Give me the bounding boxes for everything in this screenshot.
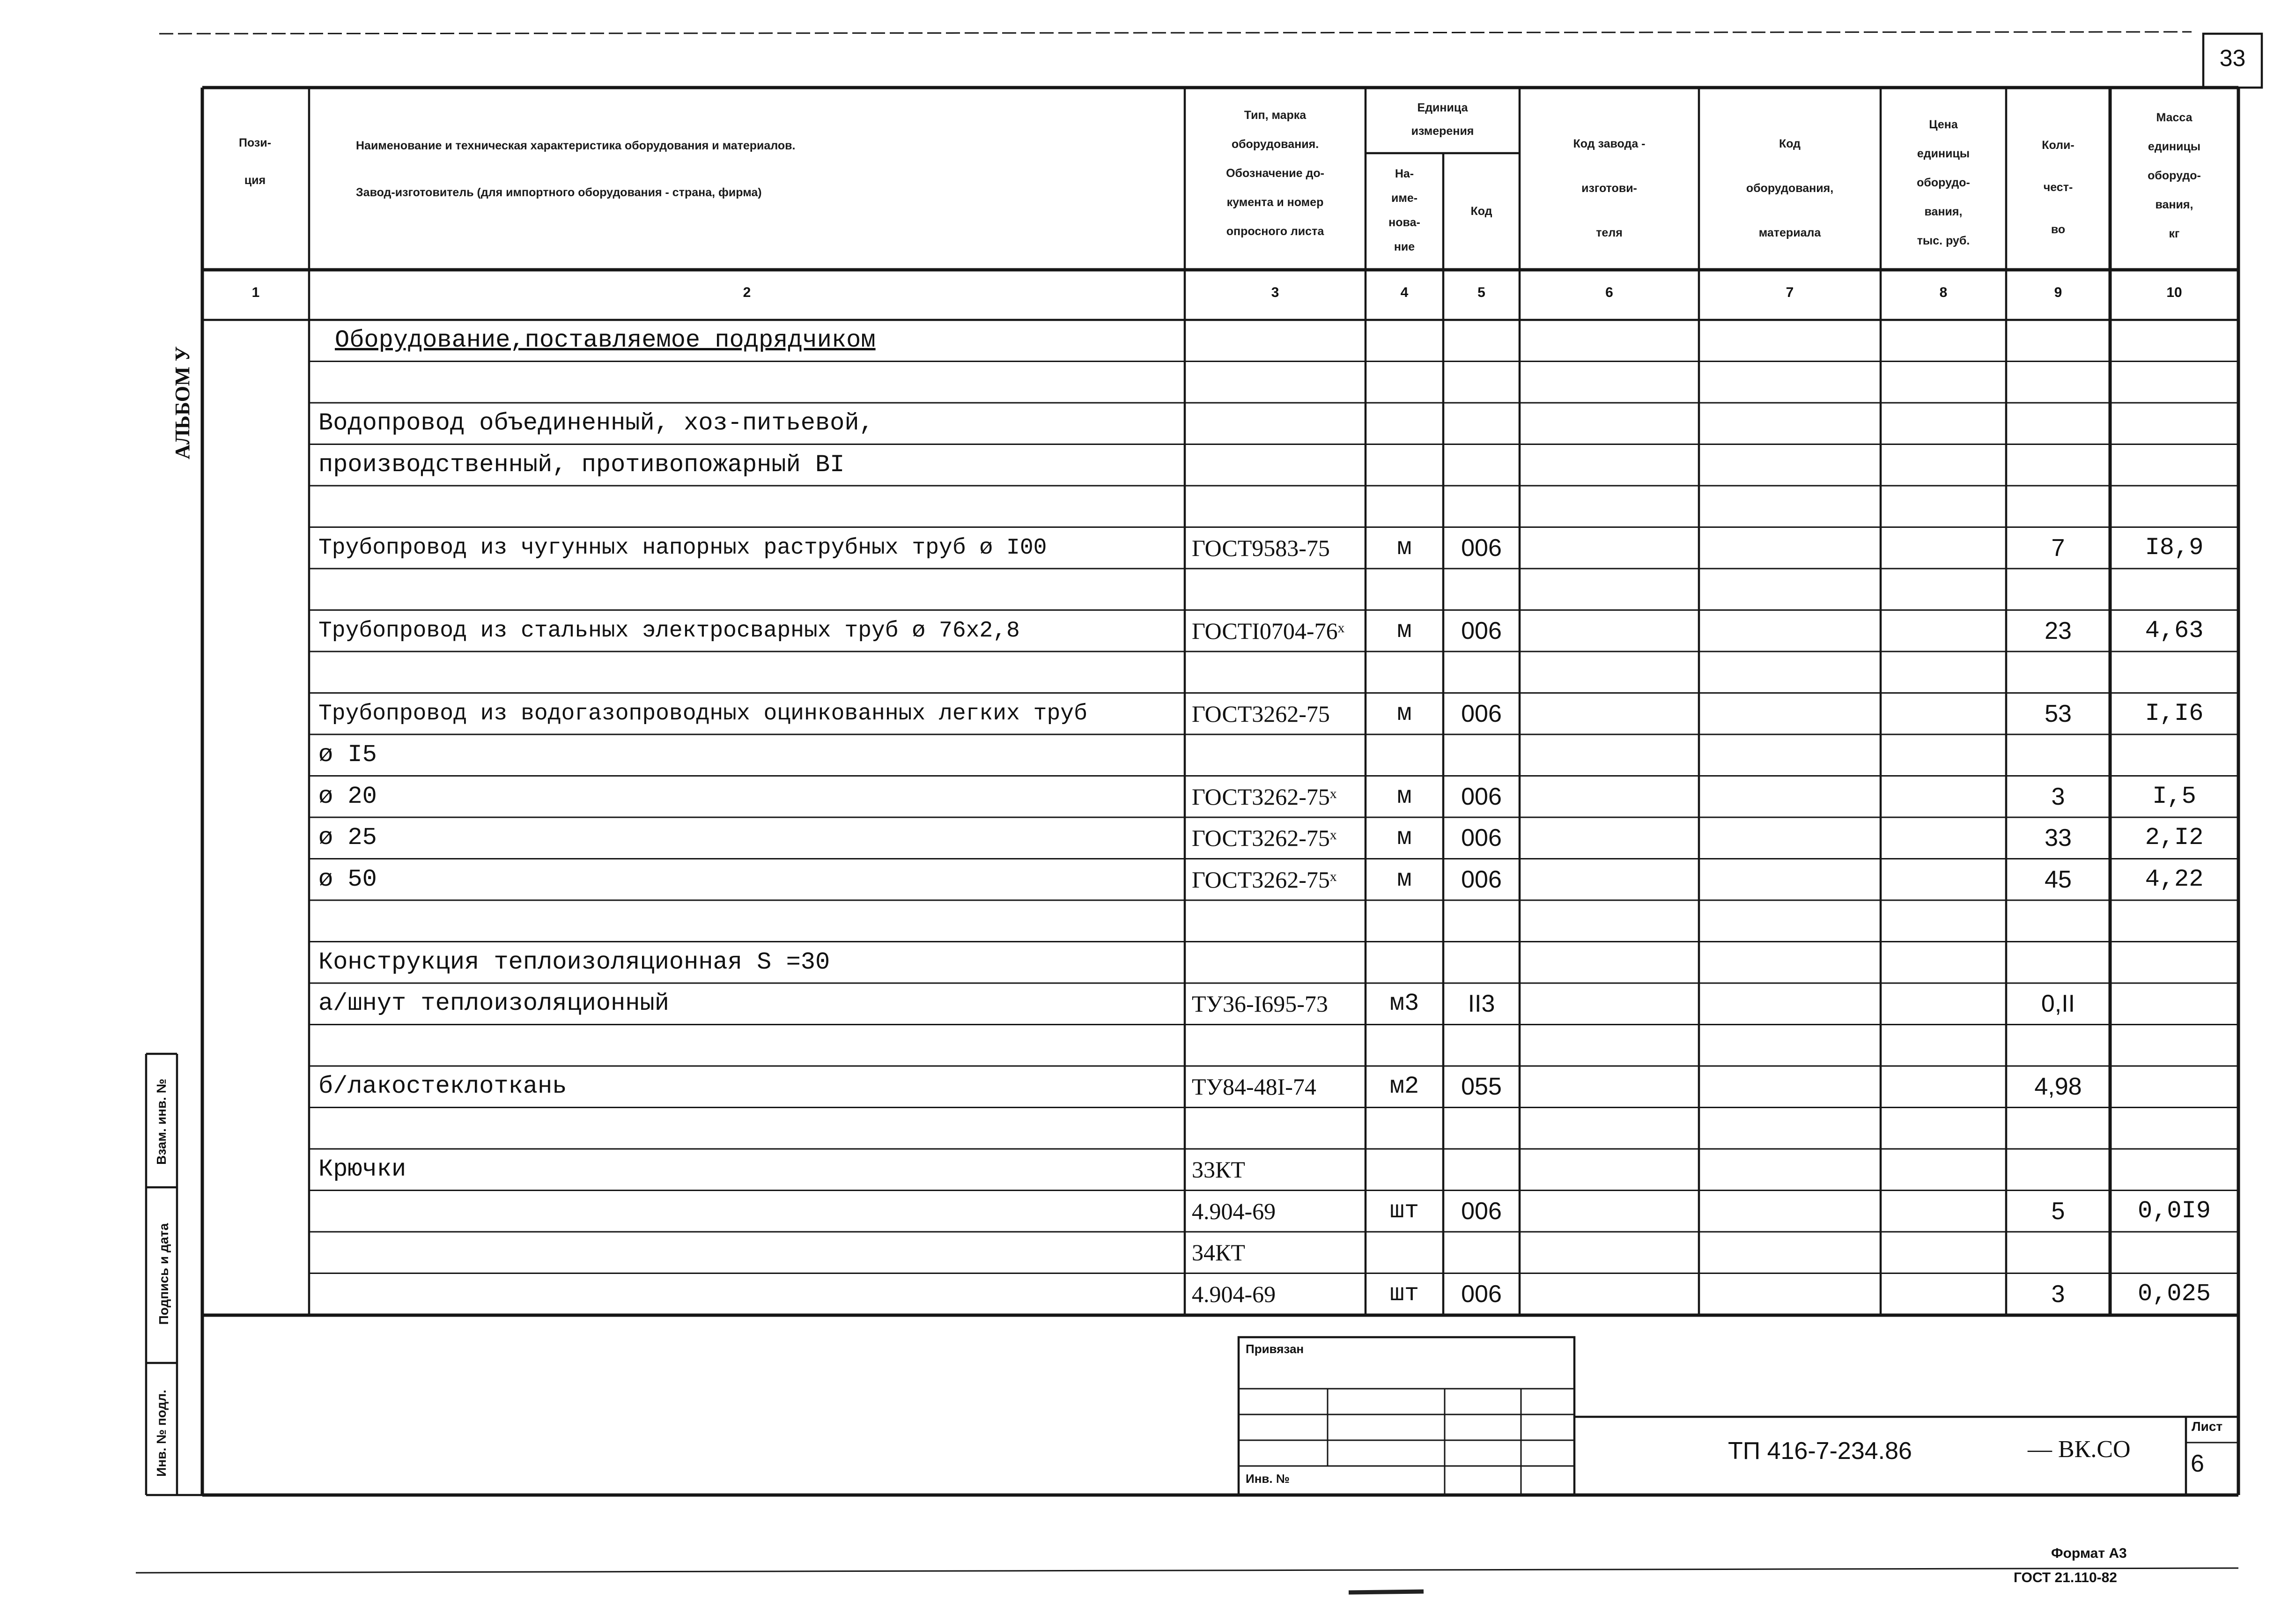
- stamp-inv-no: Инв. №: [1246, 1472, 1290, 1486]
- row-type: 33КТ: [1192, 1156, 1245, 1183]
- row-type: 4.904-69: [1192, 1281, 1276, 1307]
- row-code: 006: [1461, 534, 1502, 562]
- header-plant-code: Код завода - изготови- теля: [1573, 137, 1646, 239]
- row-mass: I,I6: [2145, 699, 2204, 727]
- row-unit: шт: [1389, 1197, 1419, 1225]
- stamp-document-code: — ВК.СО: [2028, 1436, 2131, 1463]
- row-type: ГОСТ3262-75: [1192, 700, 1330, 727]
- row-type: ГОСТ9583-75: [1192, 534, 1330, 561]
- row-name: ø 25: [318, 824, 377, 851]
- page-number: 33: [2219, 45, 2246, 71]
- section-title: Оборудование,поставляемое подрядчиком: [335, 326, 876, 354]
- header-quantity: Коли- чест- во: [2042, 139, 2075, 236]
- row-name: Конструкция теплоизоляционная S =30: [318, 948, 830, 976]
- row-type: ГОСТ3262-75ˣ: [1192, 825, 1337, 851]
- row-mass: I8,9: [2145, 533, 2204, 562]
- row-unit: м: [1397, 782, 1412, 810]
- row-code: 006: [1461, 1280, 1502, 1308]
- album-label: АЛЬБОМ У: [171, 346, 194, 459]
- row-name: Крючки: [318, 1155, 406, 1183]
- column-number: 1: [251, 285, 260, 300]
- header-unit: Единица измерения: [1411, 101, 1474, 138]
- row-name: Трубопровод из чугунных напорных раструбных труб ø I00: [318, 535, 1047, 561]
- row-mass: 0,025: [2137, 1280, 2211, 1308]
- column-number: 2: [743, 285, 751, 300]
- row-qty: 45: [2045, 866, 2072, 893]
- row-unit: м: [1397, 865, 1412, 893]
- format-label: Формат А3: [2051, 1546, 2127, 1561]
- row-mass: 4,22: [2145, 865, 2204, 893]
- row-name: Трубопровод из водогазопроводных оцинкованных легких труб: [318, 701, 1087, 726]
- column-number: 10: [2166, 285, 2182, 300]
- row-code: 006: [1461, 783, 1502, 810]
- row-unit: м: [1397, 616, 1412, 644]
- row-name: ø I5: [318, 741, 377, 769]
- row-unit: м3: [1389, 990, 1419, 1017]
- row-type: ГОСТI0704-76ˣ: [1192, 617, 1345, 644]
- row-type: 4.904-69: [1192, 1198, 1276, 1224]
- row-name: Трубопровод из стальных электросварных труб ø 76x2,8: [318, 618, 1020, 644]
- row-unit: м: [1397, 699, 1412, 727]
- row-qty: 3: [2051, 1280, 2065, 1308]
- column-number: 6: [1605, 285, 1613, 300]
- row-name: б/лакостеклоткань: [318, 1073, 567, 1100]
- row-code: 006: [1461, 824, 1502, 851]
- row-code: II3: [1468, 990, 1495, 1017]
- column-number: 5: [1477, 285, 1485, 300]
- row-type: ТУ84-48I-74: [1192, 1073, 1316, 1100]
- row-qty: 0,II: [2041, 990, 2075, 1017]
- row-code: 006: [1461, 700, 1502, 727]
- row-unit: м2: [1389, 1073, 1419, 1100]
- row-mass: 4,63: [2145, 616, 2204, 644]
- row-qty: 5: [2051, 1197, 2065, 1225]
- header-position: Пози- ция: [238, 136, 272, 187]
- column-number: 7: [1786, 285, 1794, 300]
- side-stamp-inv-podl: Инв. № подл.: [154, 1390, 169, 1477]
- row-unit: м: [1397, 824, 1412, 851]
- row-mass: 2,I2: [2145, 824, 2204, 851]
- row-name: а/шнут теплоизоляционный: [318, 990, 669, 1017]
- row-name: ø 50: [318, 865, 377, 893]
- column-number: 8: [1939, 285, 1948, 300]
- stamp-designation: ТП 416-7-234.86: [1728, 1437, 1912, 1465]
- row-name: ø 20: [318, 782, 377, 810]
- row-code: 055: [1461, 1073, 1502, 1100]
- header-name-line1: Наименование и техническая характеристика оборудования и материалов.: [356, 139, 796, 152]
- row-mass: 0,0I9: [2137, 1197, 2211, 1225]
- column-number: 4: [1400, 285, 1409, 300]
- column-number: 9: [2054, 285, 2062, 300]
- row-qty: 53: [2045, 700, 2072, 727]
- row-qty: 23: [2045, 617, 2072, 644]
- header-unit-name: На- име- нова- ние: [1388, 167, 1420, 253]
- row-name: производственный, противопожарный BI: [318, 451, 845, 479]
- stamp-privyazan: Привязан: [1246, 1342, 1304, 1356]
- row-code: 006: [1461, 1197, 1502, 1225]
- stamp-sheet-label: Лист: [2192, 1419, 2223, 1434]
- header-type: Тип, марка оборудования. Обозначение до- кумента и номер опросного листа: [1226, 109, 1324, 238]
- row-type: ГОСТ3262-75ˣ: [1192, 866, 1337, 893]
- row-unit: шт: [1389, 1280, 1419, 1308]
- row-code: 006: [1461, 617, 1502, 644]
- row-qty: 3: [2051, 783, 2065, 810]
- title-block: [1239, 1337, 2238, 1495]
- row-name: Водопровод объединенный, хоз-питьевой,: [318, 409, 874, 437]
- row-qty: 33: [2045, 824, 2072, 851]
- gost-footer: ГОСТ 21.110-82: [2014, 1570, 2117, 1585]
- side-stamp-vzam-inv: Взам. инв. №: [154, 1079, 169, 1165]
- column-number: 3: [1271, 285, 1279, 300]
- header-equipment-code: Код оборудования, материала: [1746, 137, 1834, 239]
- row-qty: 4,98: [2034, 1073, 2082, 1100]
- header-mass: Масса единицы оборудо- вания, кг: [2148, 111, 2201, 240]
- stamp-sheet-number: 6: [2191, 1450, 2204, 1477]
- header-price: Цена единицы оборудо- вания, тыс. руб.: [1917, 118, 1970, 247]
- row-type: ТУ36-I695-73: [1192, 991, 1328, 1017]
- header-unit-code: Код: [1470, 205, 1492, 218]
- row-unit: м: [1397, 533, 1412, 562]
- row-mass: I,5: [2152, 782, 2196, 810]
- side-stamp-signature-date: Подпись и дата: [156, 1223, 171, 1325]
- row-type: 34КТ: [1192, 1239, 1245, 1266]
- row-type: ГОСТ3262-75ˣ: [1192, 783, 1337, 810]
- row-qty: 7: [2051, 534, 2065, 562]
- row-code: 006: [1461, 866, 1502, 893]
- header-name-line2: Завод-изготовитель (для импортного оборудования - страна, фирма): [356, 186, 762, 199]
